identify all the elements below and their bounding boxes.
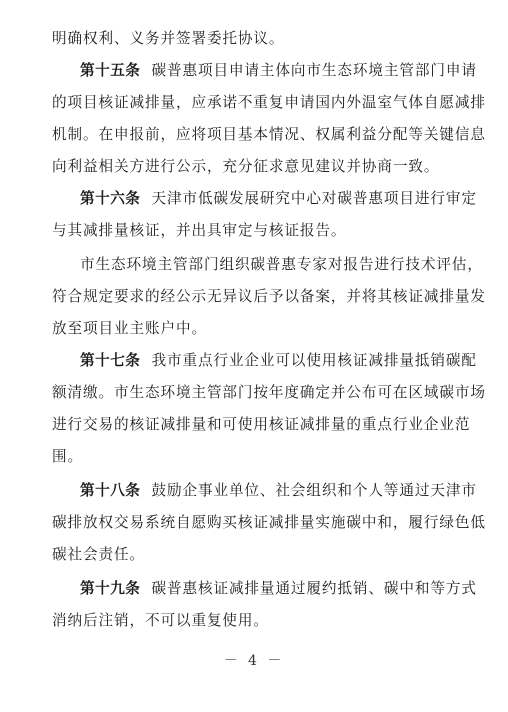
- paragraph-line: [80, 250, 483, 280]
- article-19-line: [80, 574, 477, 604]
- paragraph-line: [52, 442, 460, 472]
- line-text: 碳普惠核证减排量通过履约抵销、碳中和等方式: [151, 580, 477, 597]
- line-text: 进行交易的核证减排量和可使用核证减排量的重点行业企业范: [52, 416, 471, 433]
- line-text: 的项目核证减排量，应承诺不重复申请国内外温室气体自愿减排: [52, 94, 486, 111]
- page-number: － 4 －: [223, 653, 285, 669]
- paragraph-line: [52, 606, 460, 636]
- line-text: 符合规定要求的经公示无异议后予以备案，并将其核证减排量发: [52, 288, 486, 305]
- line-text: 鼓励企事业单位、社会组织和个人等通过天津市: [151, 482, 477, 499]
- paragraph-line: [52, 24, 460, 54]
- line-text: 我市重点行业企业可以使用核证减排量抵销碳配: [151, 352, 477, 369]
- paragraph-line: [52, 508, 486, 538]
- line-text: 额清缴。市生态环境主管部门按年度确定并公布可在区域碳市场: [52, 384, 486, 401]
- paragraph-line: [52, 282, 486, 312]
- paragraph-line: [52, 152, 460, 182]
- paragraph-line: [52, 410, 471, 440]
- paragraph-line: [52, 216, 460, 246]
- line-text: 市生态环境主管部门组织碳普惠专家对报告进行技术评估，: [80, 256, 483, 273]
- line-text: 围。: [52, 448, 83, 465]
- line-text: 天津市低碳发展研究中心对碳普惠项目进行审定: [151, 190, 477, 207]
- line-text: 机制。在申报前，应将项目基本情况、权属利益分配等关键信息: [52, 126, 486, 143]
- line-text: 碳普惠项目申请主体向市生态环境主管部门申请: [151, 62, 477, 79]
- article-16-line: [80, 184, 477, 214]
- line-text: 消纳后注销，不可以重复使用。: [52, 612, 269, 629]
- paragraph-line: [52, 378, 486, 408]
- line-text: 明确权利、义务并签署委托协议。: [52, 30, 285, 47]
- line-text: 向利益相关方进行公示，充分征求意见建议并协商一致。: [52, 158, 440, 175]
- line-text: 放至项目业主账户中。: [52, 320, 207, 337]
- article-heading: 第十六条: [80, 190, 141, 207]
- article-18-line: [80, 476, 477, 506]
- line-text: 碳排放权交易系统自愿购买核证减排量实施碳中和，履行绿色低: [52, 514, 486, 531]
- line-text: 碳社会责任。: [52, 546, 145, 563]
- article-15-line: [80, 56, 477, 86]
- article-heading: 第十九条: [80, 580, 141, 597]
- article-heading: 第十八条: [80, 482, 141, 499]
- article-heading: 第十五条: [80, 62, 141, 79]
- paragraph-line: [52, 88, 486, 118]
- line-text: 与其减排量核证，并出具审定与核证报告。: [52, 222, 347, 239]
- article-17-line: [80, 346, 477, 376]
- paragraph-line: [52, 120, 486, 150]
- paragraph-line: [52, 540, 460, 570]
- paragraph-line: [52, 314, 460, 344]
- article-heading: 第十七条: [80, 352, 141, 369]
